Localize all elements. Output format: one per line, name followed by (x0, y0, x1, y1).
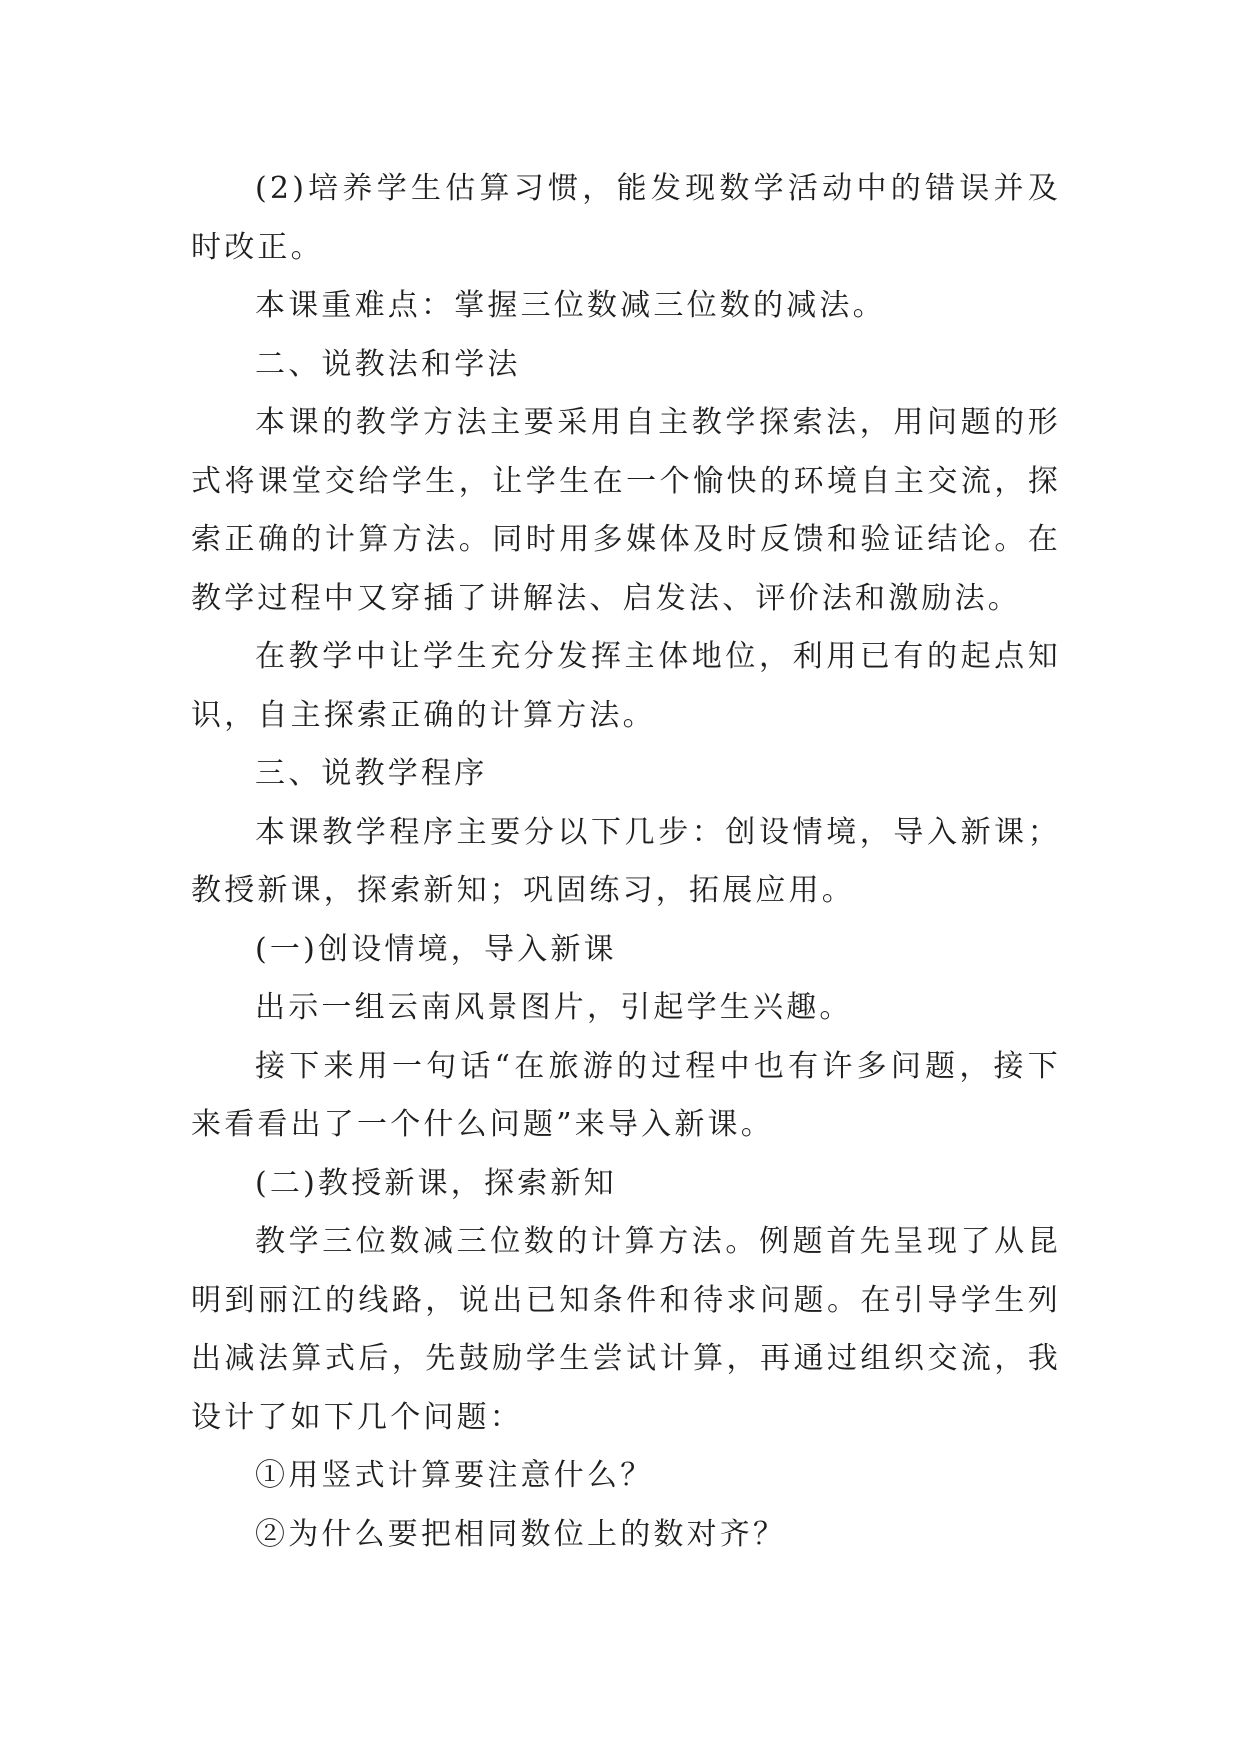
paragraph-introduce-lesson: 接下来用一句话“在旅游的过程中也有许多问题，接下来看看出了一个什么问题”来导入新课。 (191, 1048, 1061, 1142)
paragraph-teaching-method: 本课的教学方法主要采用自主教学探索法，用问题的形式将课堂交给学生，让学生在一个愉快的环境自主交流，探索正确的计算方法。同时用多媒体及时反馈和验证结论。在教学过程中又穿插了讲解法、启发法、评价法和激励法。 (191, 405, 1061, 616)
paragraph-key-difficulty: 本课重难点：掌握三位数减三位数的减法。 (255, 288, 886, 323)
question-item-2: ②为什么要把相同数位上的数对齐？ (255, 1516, 787, 1552)
section-heading-procedure: 三、说教学程序 (255, 756, 488, 791)
section-heading-methods: 二、说教法和学法 (255, 346, 521, 382)
question-item-1: ①用竖式计算要注意什么？ (255, 1458, 654, 1493)
paragraph-show-pictures: 出示一组云南风景图片，引起学生兴趣。 (255, 990, 853, 1025)
subheading-teach-new-lesson: (二)教授新课，探索新知 (255, 1165, 617, 1201)
paragraph-student-role: 在教学中让学生充分发挥主体地位，利用已有的起点知识，自主探索正确的计算方法。 (191, 639, 1061, 733)
paragraph-calculation-method: 教学三位数减三位数的计算方法。例题首先呈现了从昆明到丽江的线路，说出已知条件和待求问题。在引导学生列出减法算式后，先鼓励学生尝试计算，再通过组织交流，我设计了如下几个问题： (191, 1224, 1061, 1435)
paragraph-procedure-steps: 本课教学程序主要分以下几步：创设情境，导入新课；教授新课，探索新知；巩固练习，拓展应用。 (191, 814, 1061, 908)
document-body (191, 160, 1061, 1564)
paragraph-estimation-habit: (2)培养学生估算习惯，能发现数学活动中的错误并及时改正。 (191, 171, 1061, 265)
subheading-create-situation: (一)创设情境，导入新课 (255, 931, 617, 967)
